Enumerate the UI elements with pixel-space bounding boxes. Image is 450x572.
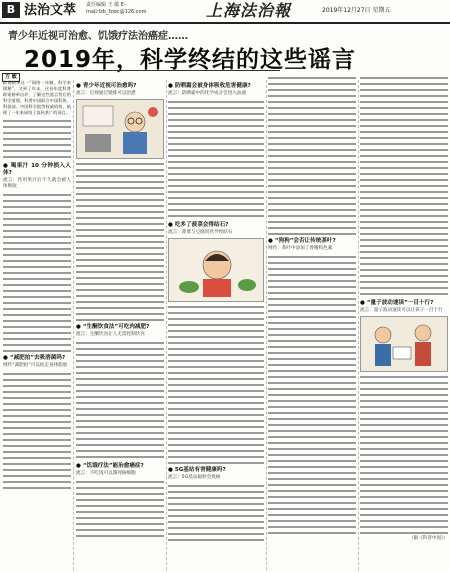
article-intro: 辟谣榜单这一“网络一年帧，科学来揭秘”，又到了年末，这份年度科普辟谣榜单出炉，了解这些流言背后的科学道理。科普中国联合中国科协、科技部、中国科学院等权威机构，梳理了一年来网络上流传甚广的谣言。 [3,80,71,115]
column-1 [3,80,71,570]
section-subtitle: 流言：不吃饭可以饿死癌细胞 [76,471,136,476]
section-title: ● 喝果汁 10 分钟损入人体? [3,163,71,176]
body-text-block [168,99,264,219]
article-source: （据《科普中国》） [408,536,448,541]
speed-reading-cartoon-icon [361,317,448,371]
column-2 [76,80,164,570]
column-5 [360,75,448,565]
section-subtitle: 流言：饮用果汁后不久就会被人体吸收 [3,178,71,189]
section-title: ● 5G基站有害健康吗? [168,467,226,473]
spinach-cartoon-icon [169,239,264,301]
body-text-block [3,371,71,491]
eyesight-cartoon-icon [77,100,164,158]
body-text-block [360,237,448,297]
body-text-block [268,75,356,235]
column-divider [358,80,359,570]
section-subtitle: 网传：茶叶中添加了香精和色素 [268,246,333,251]
section-subtitle: 流言：近视通过锻炼可以治愈 [76,91,136,96]
body-text-block [360,75,448,235]
body-text-block [268,254,356,414]
section-title: ● “量子波动速读”一目十行? [360,300,434,306]
body-text-block [76,161,164,321]
body-text-block [76,340,164,460]
section-subtitle: 流言：生酮饮食让人无需控制饮食 [76,332,145,337]
section-subtitle: 流言：5G基站辐射会致癌 [168,475,221,480]
paper-name: 上海法治報 [206,1,292,20]
cartoon-illustration [76,99,164,159]
section-subtitle: 流言：菠菜与豆腐同食导致结石 [168,230,233,235]
section-subtitle: 网传“减肥拍”可以拍走身体脂肪 [3,363,68,368]
body-text-block [360,374,448,534]
section-code: B [2,2,20,18]
column-divider [166,80,167,570]
section-title: ● “饥饿疗法”能治愈癌症? [76,463,144,469]
article-headline: 2019年，科学终结的这些谣言 [24,47,357,73]
issue-date: 2019年12月27日 星期五 [322,7,391,14]
section-editor: 责任编辑 王 敏 E-mail:fzb_fzwc@126.com [86,2,147,15]
byline: 方 敏 [2,73,20,82]
cartoon-illustration [360,316,448,372]
body-text-block [168,304,264,464]
section-title: ● 青少年近视可治愈吗? [76,83,137,89]
body-text-block [3,192,71,352]
section-title: ● 防晒霜会被身体吸收危害健康? [168,83,251,89]
section-title: 法治文萃 [24,3,77,18]
body-text-block [76,479,164,539]
column-divider [73,80,74,570]
body-text-block [268,416,356,536]
section-title: ● “生酮饮食法”可吃肉减肥? [76,324,150,330]
section-title: ● “狗狗”会否让传统茶叶? [268,238,336,244]
section-title: ● 吃多了菠菜会得结石? [168,222,229,228]
article-kicker: 青少年近视可治愈、饥饿疗法治癌症…… [8,31,188,42]
section-title: ● “减肥拍”去吸溶菌吗? [3,355,66,361]
column-divider [266,80,267,570]
cartoon-illustration [168,238,264,302]
body-text-block [168,483,264,543]
section-subtitle: 流言：防晒霜中的化学成分会进入血液 [168,91,247,96]
column-3 [168,80,264,570]
column-4 [268,75,356,565]
masthead [0,0,450,24]
section-subtitle: 流言：量子波动速读可以让孩子一目十行 [360,308,443,313]
body-text-block [3,118,71,160]
headline-rule [0,70,280,71]
